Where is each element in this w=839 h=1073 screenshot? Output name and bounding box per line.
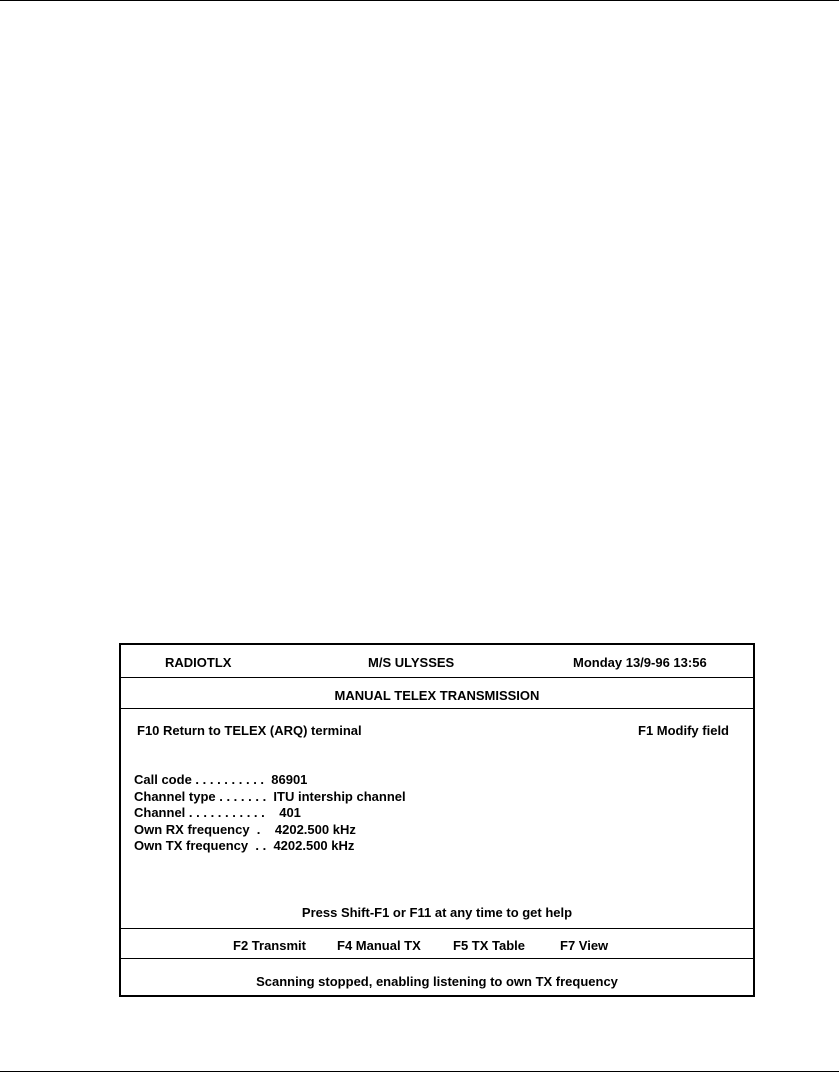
nav-row — [121, 723, 753, 739]
app-name: RADIOTLX — [165, 655, 232, 670]
field-own-tx-frequency[interactable] — [134, 838, 406, 855]
function-key-bar — [121, 938, 753, 954]
field-dots: . . . . . . . . . . . — [185, 805, 280, 820]
field-dots: . — [249, 821, 275, 837]
field-label: Call code — [134, 772, 192, 787]
field-channel-type[interactable] — [134, 789, 406, 806]
status-header — [121, 655, 753, 671]
field-dots: . . . . . . . . . . — [191, 772, 272, 787]
tx-table-key[interactable]: F5 TX Table — [453, 938, 525, 953]
page-top-rule — [0, 0, 839, 1]
header-divider — [121, 677, 753, 678]
field-value[interactable]: 86901 — [271, 772, 308, 787]
field-channel[interactable] — [134, 805, 406, 822]
help-divider — [121, 928, 753, 929]
modify-field-key[interactable]: F1 Modify field — [638, 723, 729, 738]
field-value[interactable]: 4202.500 kHz — [273, 838, 355, 853]
field-value[interactable]: 401 — [279, 805, 301, 820]
field-label: Own RX frequency — [134, 821, 250, 837]
status-message: Scanning stopped, enabling listening to own TX frequency — [256, 974, 618, 989]
telex-terminal-screen — [119, 643, 755, 997]
field-value[interactable]: 4202.500 kHz — [274, 821, 356, 837]
view-key[interactable]: F7 View — [560, 938, 609, 953]
fkey-divider — [121, 958, 753, 959]
help-hint: Press Shift-F1 or F11 at any time to get help — [301, 905, 573, 920]
return-to-terminal-key[interactable]: F10 Return to TELEX (ARQ) terminal — [137, 723, 362, 738]
field-label: Channel — [134, 805, 186, 820]
transmission-fields — [134, 772, 406, 855]
transmit-key[interactable]: F2 Transmit — [233, 938, 306, 953]
field-dots: . . — [248, 838, 274, 853]
page-title: MANUAL TELEX TRANSMISSION — [334, 688, 540, 703]
field-call-code[interactable] — [134, 772, 406, 789]
ship-name: M/S ULYSSES — [368, 655, 455, 670]
manual-tx-key[interactable]: F4 Manual TX — [337, 938, 421, 953]
title-divider — [121, 708, 753, 709]
field-own-rx-frequency[interactable] — [134, 822, 406, 839]
field-value[interactable]: ITU intership channel — [273, 788, 406, 804]
field-label: Own TX frequency — [134, 838, 249, 853]
field-label: Channel type — [134, 788, 216, 804]
page-bottom-rule — [0, 1071, 839, 1072]
date-time: Monday 13/9-96 13:56 — [573, 655, 707, 670]
field-dots: . . . . . . . — [215, 788, 274, 804]
